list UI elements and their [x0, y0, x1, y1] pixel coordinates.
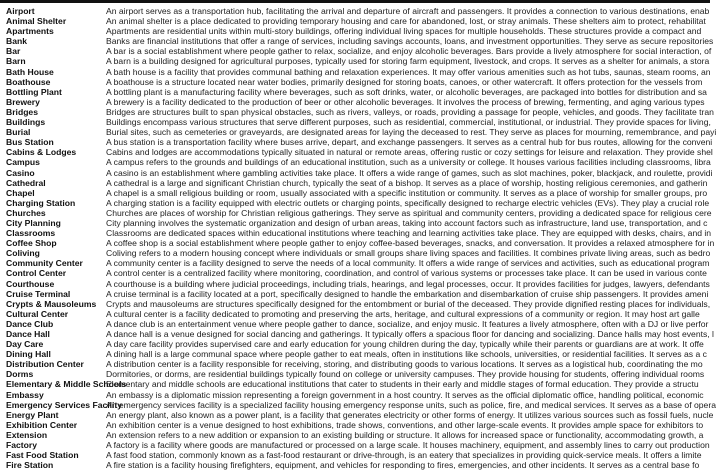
glossary-description: A cultural center is a facility dedicated to promoting and preserving the arts, heritage, and cultural expressions of a community or region. It may host art galle: [106, 308, 700, 319]
glossary-term: Energy Plant: [6, 409, 59, 420]
glossary-term: Dining Hall: [6, 349, 51, 360]
glossary-row: [0, 299, 710, 309]
glossary-term: Factory: [6, 440, 38, 451]
glossary-description: A bath house is a facility that provides communal bathing and relaxation experiences. It may offer various amenities such as hot tubs, saunas, steam rooms, an: [106, 66, 711, 77]
glossary-row: [0, 117, 710, 127]
glossary-term: Control Center: [6, 268, 67, 279]
glossary-description: An energy plant, also known as a power plant, is a facility that generates electricity or other forms of energy. It utilizes various sources such as fossil fuels, nucle: [106, 409, 714, 420]
glossary-row: [0, 339, 710, 349]
glossary-description: A charging station is a facility equipped with electric outlets or charging points, specifically designed to recharge electric vehicles (EVs). They play a crucial role: [106, 197, 710, 208]
top-rule: [0, 0, 710, 3]
glossary-row: [0, 258, 710, 268]
glossary-description: An extension refers to a new addition or expansion to an existing building or structure. It allows for increased space or functionality, accommodating growth, a: [106, 429, 704, 440]
glossary-row: [0, 16, 710, 26]
glossary-term: Community Center: [6, 258, 83, 269]
glossary-description: A bar is a social establishment where people gather to relax, socialize, and enjoy alcoholic beverages. Bars provide a lively atmosphere for social interaction, of: [106, 46, 712, 57]
glossary-row: [0, 198, 710, 208]
glossary-description: A community center is a facility designed to serve the needs of a local community. It offers a wide range of services and activities, such as educational program: [106, 258, 710, 269]
glossary-row: [0, 329, 714, 339]
glossary-term: Airport: [6, 6, 35, 16]
glossary-description: Cabins and lodges are accommodations typically situated in natural or remote areas, offering rustic or cozy settings for leisure and relaxation. They provide shel: [106, 147, 713, 158]
glossary-description: A dance club is an entertainment venue where people gather to dance, socialize, and enjoy music. It features a lively atmosphere, often with a DJ or live perfor: [106, 318, 709, 329]
glossary-term: Bar: [6, 46, 21, 57]
glossary-term: City Planning: [6, 217, 61, 228]
glossary-description: A campus refers to the grounds and buildings of an educational institution, such as a university or college. It houses various facilities including classrooms, libra: [106, 157, 711, 168]
glossary-row: [0, 450, 710, 460]
glossary-term: Cultural Center: [6, 308, 69, 319]
glossary-row: [0, 178, 710, 188]
glossary-row: [0, 440, 710, 450]
glossary-description: A distribution center is a facility responsible for receiving, storing, and distributing goods to various locations. It serves as a logistical hub, coordinating the mo: [106, 359, 703, 370]
glossary-row: [0, 420, 710, 430]
glossary-description: An airport serves as a transportation hub, facilitating the arrival and departure of aircraft and passengers. It provides a connection to various destinations, enab: [106, 6, 710, 16]
glossary-row: [0, 106, 714, 117]
glossary-description: City planning involves the systematic organization and design of urban areas, taking into account factors such as infrastructure, land use, transportation, and c: [106, 217, 708, 228]
glossary-row: [0, 279, 710, 289]
glossary-term: Dorms: [6, 369, 34, 380]
glossary-row: [0, 127, 716, 138]
glossary-term: Distribution Center: [6, 359, 84, 370]
glossary-term: Boathouse: [6, 76, 51, 87]
glossary-term: Fire Station: [6, 460, 54, 470]
glossary-row: [0, 87, 710, 97]
glossary-description: A bus station is a transportation facility where buses arrive, depart, and exchange passengers. It serves as a central hub for bus routes, allowing for the conveni: [106, 137, 713, 148]
glossary-description: A fire station is a facility housing firefighters, equipment, and vehicles for responding to fires, emergencies, and other incidents. It serves as a central base fo: [106, 460, 700, 470]
glossary-row: [0, 379, 710, 389]
glossary-row: [0, 399, 716, 410]
glossary-term: Casino: [6, 167, 35, 178]
glossary-row: [0, 157, 710, 167]
glossary-term: Coliving: [6, 248, 40, 259]
glossary-description: A coffee shop is a social establishment where people gather to enjoy coffee-based beverages, snacks, and conversation. It provides a relaxed atmosphere for in: [106, 238, 715, 249]
glossary-description: A day care facility provides supervised care and early education for young children during the day, typically while their parents or guardians are at work. It offe: [106, 339, 704, 350]
glossary-description: A casino is an establishment where gambling activities take place. It offers a wide range of games, such as slot machines, poker, blackjack, and roulette, providi: [106, 167, 713, 178]
glossary-description: Burial sites, such as cemeteries or graveyards, are designated areas for laying the deceased to rest. They serve as places for mourning, remembrance, and payi: [106, 127, 716, 138]
glossary-term: Day Care: [6, 339, 44, 350]
glossary-description: Buildings encompass various structures that serve different purposes, such as residential, commercial, institutional, or industrial. They provide spaces for living,: [106, 117, 711, 128]
glossary-description: Churches are places of worship for Christian religious gatherings. They serve as spiritual and community centers, providing a dedicated space for religious cere: [106, 207, 712, 218]
glossary-row: [0, 430, 710, 440]
glossary-row: [0, 248, 710, 258]
glossary-term: Coffee Shop: [6, 238, 57, 249]
glossary-term: Cabins & Lodges: [6, 147, 77, 158]
glossary-description: Apartments are residential units within multi-story buildings, offering individual living spaces for multiple households. These structures provide a compact and: [106, 26, 702, 37]
glossary-description: A fast food station, commonly known as a fast-food restaurant or drive-through, is an eatery that specializes in providing quick-service meals. It offers a limite: [106, 450, 702, 461]
glossary-row: [0, 97, 710, 107]
glossary-description: A control center is a centralized facility where monitoring, coordination, and control of various systems or processes take place. It can be used in various conte: [106, 268, 707, 279]
glossary-description: A boathouse is a structure located near water bodies, primarily designed for storing boats, canoes, or other watercraft. It offers protection for the vessels from: [106, 76, 703, 87]
glossary-description: A bottling plant is a manufacturing facility where beverages, such as soft drinks, water, or alcoholic beverages, are packaged into bottles for distribution and sa: [106, 86, 707, 97]
glossary-row: [0, 349, 710, 359]
glossary-row: [0, 228, 710, 238]
glossary-description: An embassy is a diplomatic mission representing a foreign government in a host country. It serves as the official diplomatic office, handling political, economic: [106, 389, 704, 400]
glossary-row: [0, 6, 710, 16]
glossary-row: [0, 369, 710, 379]
glossary-term: Bridges: [6, 106, 38, 117]
glossary-list: [0, 6, 716, 470]
glossary-row: [0, 289, 710, 299]
glossary-term: Extension: [6, 429, 48, 440]
glossary-description: Coliving refers to a modern housing concept where individuals or small groups share living spaces and facilities. It combines private living areas, such as bedro: [106, 248, 711, 259]
glossary-row: [0, 390, 710, 400]
glossary-row: [0, 268, 710, 278]
glossary-term: Bus Station: [6, 137, 54, 148]
glossary-term: Burial: [6, 127, 31, 138]
glossary-term: Barn: [6, 56, 26, 67]
glossary-term: Churches: [6, 207, 46, 218]
glossary-term: Bath House: [6, 66, 54, 77]
glossary-row: [0, 67, 710, 77]
glossary-row: [0, 409, 714, 420]
glossary-row: [0, 208, 710, 218]
glossary-term: Chapel: [6, 187, 35, 198]
glossary-description: An exhibition center is a venue designed to host exhibitions, trade shows, conventions, and other large-scale events. It provides ample space for exhibitors to: [106, 419, 704, 430]
glossary-term: Fast Food Station: [6, 450, 79, 461]
glossary-row: [0, 238, 715, 249]
glossary-description: Elementary and middle schools are educational institutions that cater to students in their early and middle stages of formal education. They provide a structu: [106, 379, 699, 390]
glossary-description: A brewery is a facility dedicated to the production of beer or other alcoholic beverages. It involves the process of brewing, fermenting, and aging various types: [106, 96, 705, 107]
glossary-term: Emergency Services Facility: [6, 399, 123, 410]
glossary-term: Apartments: [6, 26, 54, 37]
glossary-term: Animal Shelter: [6, 16, 67, 27]
glossary-row: [0, 46, 710, 56]
glossary-term: Courthouse: [6, 278, 55, 289]
glossary-row: [0, 26, 710, 36]
glossary-description: An animal shelter is a place dedicated to providing temporary housing and care for abandoned, lost, or stray animals. These shelters aim to protect, rehabilitat: [106, 16, 706, 27]
glossary-row: [0, 77, 710, 87]
glossary-row: [0, 36, 714, 47]
glossary-row: [0, 56, 710, 66]
glossary-term: Brewery: [6, 96, 40, 107]
glossary-term: Buildings: [6, 117, 46, 128]
glossary-description: An emergency services facility is a specialized facility housing emergency response units, such as police, fire, and medical services. It serves as a base of opera: [106, 399, 716, 410]
glossary-row: [0, 359, 710, 369]
glossary-term: Dance Club: [6, 318, 54, 329]
glossary-term: Classrooms: [6, 228, 56, 239]
glossary-description: A dining hall is a large communal space where people gather to eat meals, often in institutions like schools, universities, or residential facilities. It serves as a c: [106, 349, 707, 360]
glossary-description: Banks are financial institutions that offer a range of services, including savings accounts, loans, and investment opportunities. They serve as secure repositories: [106, 36, 714, 47]
glossary-term: Campus: [6, 157, 40, 168]
glossary-description: Bridges are structures built to span physical obstacles, such as rivers, valleys, or roads, providing a passage for people, vehicles, and goods. They facilitate tran: [106, 106, 714, 117]
glossary-row: [0, 309, 710, 319]
glossary-description: Crypts and mausoleums are structures specifically designed for the entombment or burial of the deceased. They provide dignified resting places for individuals,: [106, 298, 711, 309]
glossary-description: A barn is a building designed for agricultural purposes, typically used for storing farm equipment, livestock, and crops. It serves as a shelter for animals, a stora: [106, 56, 710, 67]
glossary-description: A courthouse is a building where judicial proceedings, including trials, hearings, and legal processes, occur. It provides facilities for judges, lawyers, defendants: [106, 278, 710, 289]
glossary-row: [0, 460, 710, 470]
glossary-row: [0, 218, 710, 228]
glossary-term: Embassy: [6, 389, 44, 400]
glossary-term: Bottling Plant: [6, 86, 62, 97]
glossary-term: Cruise Terminal: [6, 288, 71, 299]
glossary-description: A factory is a facility where goods are manufactured or processed on a large scale. It houses machinery, equipment, and assembly lines to carry out production: [106, 440, 710, 451]
glossary-description: A cathedral is a large and significant Christian church, typically the seat of a bishop. It serves as a place of worship, hosting religious ceremonies, and gatherin: [106, 177, 708, 188]
glossary-row: [0, 319, 710, 329]
glossary-term: Dance Hall: [6, 329, 50, 339]
glossary-description: Classrooms are dedicated spaces within educational institutions where teaching and learning activities take place. They are equipped with desks, chairs, and in: [106, 228, 712, 239]
glossary-description: A dance hall is a venue designed for social dancing and gatherings. It typically offers a spacious floor for dancing and socializing. Dance halls may host events, l: [106, 329, 714, 339]
glossary-term: Cathedral: [6, 177, 46, 188]
glossary-term: Elementary & Middle Schools: [6, 379, 127, 390]
glossary-term: Exhibition Center: [6, 419, 78, 430]
glossary-description: A cruise terminal is a facility located at a port, specifically designed to handle the embarkation and disembarkation of cruise ship passengers. It provides ameni: [106, 288, 709, 299]
glossary-row: [0, 188, 710, 198]
glossary-row: [0, 147, 713, 158]
glossary-row: [0, 167, 713, 178]
glossary-row: [0, 137, 713, 148]
glossary-description: A chapel is a small religious building or room, usually associated with a specific institution or community. It serves as a place of worship for smaller groups, pro: [106, 187, 708, 198]
glossary-term: Bank: [6, 36, 28, 47]
glossary-description: Dormitories, or dorms, are residential buildings typically found on college or university campuses. They provide housing for students, offering individual rooms: [106, 369, 705, 380]
glossary-term: Crypts & Mausoleums: [6, 298, 97, 309]
glossary-term: Charging Station: [6, 197, 76, 208]
